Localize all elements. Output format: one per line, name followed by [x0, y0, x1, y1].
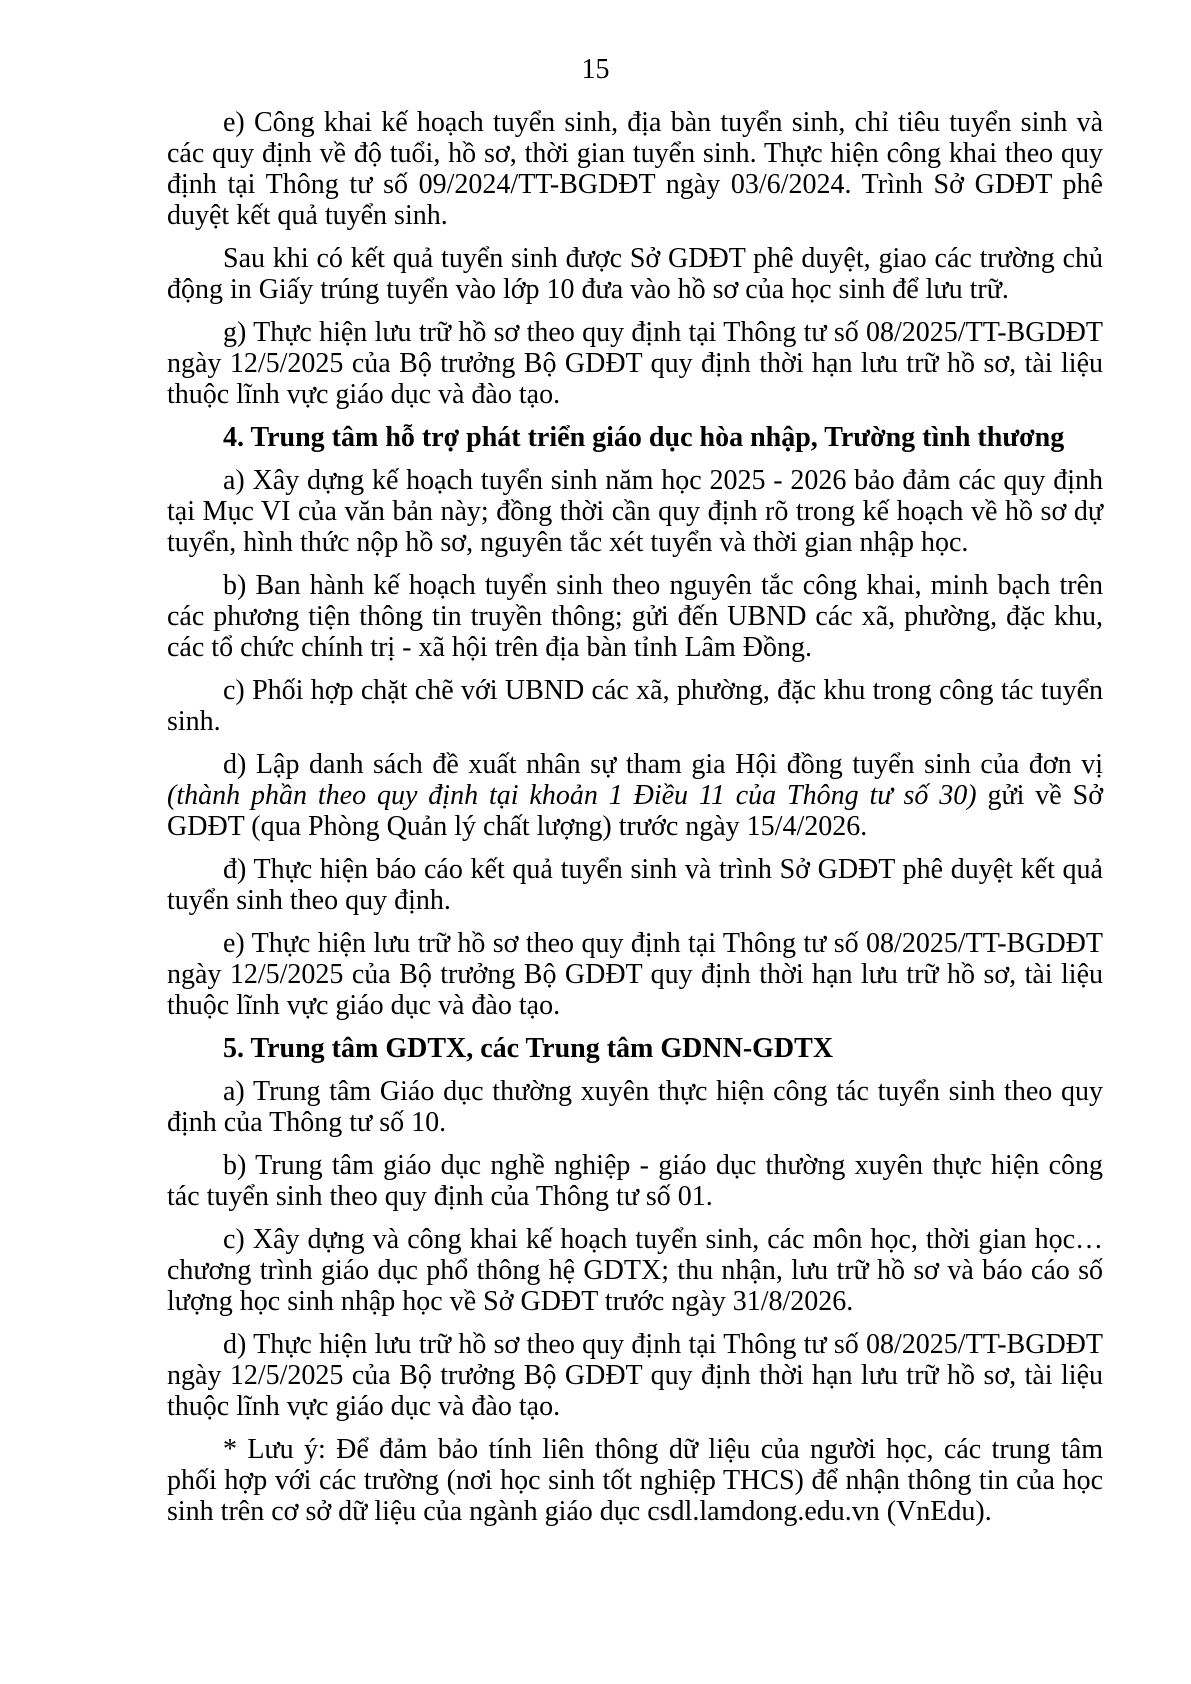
paragraph-b-trung-tam-gdnn: b) Trung tâm giáo dục nghề nghiệp - giáo dục thường xuyên thực hiện công tác tuyển sinh theo quy định của Thông tư số 01.: [167, 1150, 1103, 1212]
paragraph-e-cong-khai-ke-hoach: e) Công khai kế hoạch tuyển sinh, địa bàn tuyển sinh, chỉ tiêu tuyển sinh và các quy định về độ tuổi, hồ sơ, thời gian tuyển sinh. Thực hiện công khai theo quy định tại Thông tư số 09/2024/TT-BGDĐT ngày 03/6/2024. Trình Sở GDĐT phê duyệt kết quả tuyển sinh.: [167, 107, 1103, 231]
paragraph-a-xay-dung-ke-hoach: a) Xây dựng kế hoạch tuyển sinh năm học 2025 - 2026 bảo đảm các quy định tại Mục VI của văn bản này; đồng thời cần quy định rõ trong kế hoạch về hồ sơ dự tuyển, hình thức nộp hồ sơ, nguyên tắc xét tuyển và thời gian nhập học.: [167, 465, 1103, 558]
paragraph-e-luu-tru-ho-so: e) Thực hiện lưu trữ hồ sơ theo quy định tại Thông tư số 08/2025/TT-BGDĐT ngày 12/5/2025 của Bộ trưởng Bộ GDĐT quy định thời hạn lưu trữ hồ sơ, tài liệu thuộc lĩnh vực giáo dục và đào tạo.: [167, 928, 1103, 1021]
page-number: 15: [581, 54, 610, 85]
paragraph-b-ban-hanh-ke-hoach: b) Ban hành kế hoạch tuyển sinh theo nguyên tắc công khai, minh bạch trên các phương tiện thông tin truyền thông; gửi đến UBND các xã, phường, đặc khu, các tổ chức chính trị - xã hội trên địa bàn tỉnh Lâm Đồng.: [167, 570, 1103, 663]
paragraph-a-trung-tam-gdtx: a) Trung tâm Giáo dục thường xuyên thực hiện công tác tuyển sinh theo quy định của Thông tư số 10.: [167, 1076, 1103, 1138]
paragraph-luu-y-lien-thong: * Lưu ý: Để đảm bảo tính liên thông dữ liệu của người học, các trung tâm phối hợp với các trường (nơi học sinh tốt nghiệp THCS) để nhận thông tin của học sinh trên cơ sở dữ liệu của ngành giáo dục csdl.lamdong.edu.vn (VnEdu).: [167, 1434, 1103, 1527]
paragraph-c-phoi-hop-ubnd: c) Phối hợp chặt chẽ với UBND các xã, phường, đặc khu trong công tác tuyển sinh.: [167, 675, 1103, 737]
paragraph-d-luu-tru-ho-so: d) Thực hiện lưu trữ hồ sơ theo quy định tại Thông tư số 08/2025/TT-BGDĐT ngày 12/5/2025 của Bộ trưởng Bộ GDĐT quy định thời hạn lưu trữ hồ sơ, tài liệu thuộc lĩnh vực giáo dục và đào tạo.: [167, 1329, 1103, 1422]
paragraph-d-italic-note: (thành phần theo quy định tại khoản 1 Điều 11 của Thông tư số 30): [167, 780, 977, 811]
paragraph-g-luu-tru-ho-so: g) Thực hiện lưu trữ hồ sơ theo quy định tại Thông tư số 08/2025/TT-BGDĐT ngày 12/5/2025 của Bộ trưởng Bộ GDĐT quy định thời hạn lưu trữ hồ sơ, tài liệu thuộc lĩnh vực giáo dục và đào tạo.: [167, 317, 1103, 410]
section-heading-4-trung-tam-ho-tro: 4. Trung tâm hỗ trợ phát triển giáo dục hòa nhập, Trường tình thương: [223, 422, 1065, 453]
paragraph-c-xay-dung-cong-khai: c) Xây dựng và công khai kế hoạch tuyển sinh, các môn học, thời gian học…chương trình giáo dục phổ thông hệ GDTX; thu nhận, lưu trữ hồ sơ và báo cáo số lượng học sinh nhập học về Sở GDĐT trước ngày 31/8/2026.: [167, 1224, 1103, 1317]
paragraph-sau-khi-ket-qua: Sau khi có kết quả tuyển sinh được Sở GDĐT phê duyệt, giao các trường chủ động in Giấy trúng tuyển vào lớp 10 đưa vào hồ sơ của học sinh để lưu trữ.: [167, 243, 1103, 305]
paragraph-d-prefix: d) Lập danh sách đề xuất nhân sự tham gia Hội đồng tuyển sinh của đơn vị: [223, 749, 1103, 780]
document-body: [0, 85, 1191, 1527]
paragraph-d-suffix: gửi về Sở GDĐT (qua Phòng Quản lý chất lượng) trước ngày 15/4/2026.: [167, 780, 1104, 842]
paragraph-dd-bao-cao-ket-qua: đ) Thực hiện báo cáo kết quả tuyển sinh và trình Sở GDĐT phê duyệt kết quả tuyển sinh theo quy định.: [167, 854, 1103, 916]
section-heading-5-trung-tam-gdtx: 5. Trung tâm GDTX, các Trung tâm GDNN-GDTX: [223, 1033, 834, 1064]
paragraph-d-lap-danh-sach: [167, 749, 1103, 842]
